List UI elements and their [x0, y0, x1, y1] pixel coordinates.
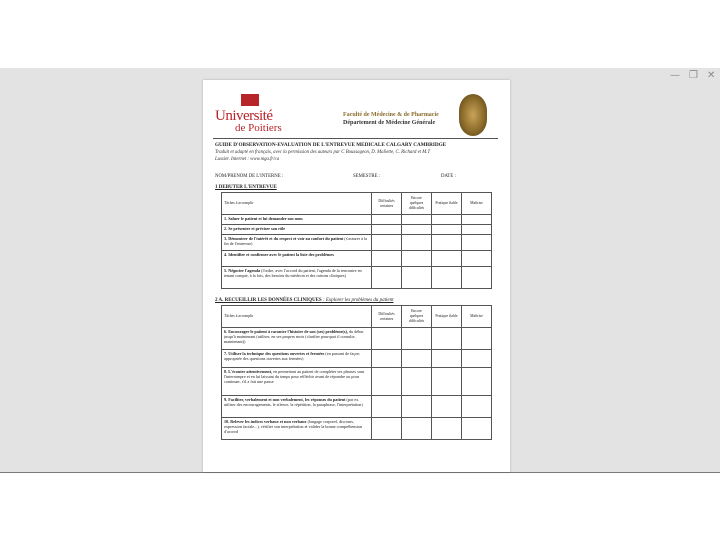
rating-cell[interactable]	[432, 350, 462, 368]
rating-cell[interactable]	[462, 215, 492, 225]
department-name: Département de Médecine Générale	[343, 120, 436, 126]
rating-cell[interactable]	[462, 350, 492, 368]
field-date-label: DATE :	[441, 174, 456, 179]
rating-cell[interactable]	[372, 225, 402, 235]
rating-cell[interactable]	[462, 235, 492, 251]
logo-line-2: de Poitiers	[235, 122, 282, 134]
rating-cell[interactable]	[402, 368, 432, 396]
rating-cell[interactable]	[462, 267, 492, 289]
task-cell: 4. Identifier et confirmer avec le patient la liste des problèmes	[222, 251, 372, 267]
task-cell: 10. Relever les indices verbaux et non verbaux (langage corporel, discours, expression faciale...), vérifier son interprétation et valider la bonne compréhension d'accord	[222, 418, 372, 440]
table-header: Tâches à accomplir	[222, 306, 372, 328]
document-subtitle-2: Lussier. Internet : www.mga.fr/ca	[215, 157, 280, 162]
table-row	[222, 251, 492, 267]
header-divider	[213, 138, 498, 139]
table-header: Encore quelques difficultés	[402, 193, 432, 215]
rating-cell[interactable]	[432, 235, 462, 251]
logo-line-1: Université	[215, 108, 273, 124]
rating-cell[interactable]	[462, 418, 492, 440]
document-title: GUIDE D'OBSERVATION-EVALUATION DE L'ENTREVUE MEDICALE CALGARY CAMBRIDGE	[215, 142, 447, 148]
table-header: Pratique fiable	[432, 306, 462, 328]
rating-cell[interactable]	[372, 267, 402, 289]
rating-cell[interactable]	[402, 267, 432, 289]
rating-cell[interactable]	[372, 328, 402, 350]
evaluation-table-1	[221, 192, 492, 289]
rating-cell[interactable]	[402, 215, 432, 225]
rating-cell[interactable]	[432, 251, 462, 267]
rating-cell[interactable]	[462, 328, 492, 350]
task-cell: 6. Encourager le patient à raconter l'histoire de son (ses) problème(s), du début jusqu'à maintenant (utiliser, en ses propres mots (clarifier pourquoi il consulte, maintenant))	[222, 328, 372, 350]
rating-cell[interactable]	[462, 368, 492, 396]
document-subtitle-1: Traduit et adapté en français, avec la permission des auteurs par C Boussageon, D. Maliette, C. Richard et M.T	[215, 150, 431, 155]
university-logo	[215, 94, 285, 134]
rating-cell[interactable]	[432, 225, 462, 235]
task-cell: 7. Utiliser la technique des questions ouvertes et fermées (en passant de façon appropriée des questions ouvertes aux fermées)	[222, 350, 372, 368]
section-1-heading: 1 DEBUTER L'ENTREVUE	[215, 185, 277, 190]
table-row	[222, 267, 492, 289]
rating-cell[interactable]	[402, 251, 432, 267]
rating-cell[interactable]	[372, 418, 402, 440]
rating-cell[interactable]	[432, 396, 462, 418]
task-cell: 3. Démontrer de l'intérêt et du respect et voir au confort du patient (s'assurer à la fin de l'entrevue)	[222, 235, 372, 251]
rating-cell[interactable]	[402, 396, 432, 418]
section-2-heading: 2 A. RECUEILLIR LES DONNÉES CLINIQUES : Explorer les problèmes du patient	[215, 298, 394, 303]
rating-cell[interactable]	[432, 328, 462, 350]
table-header: Pratique fiable	[432, 193, 462, 215]
rating-cell[interactable]	[432, 368, 462, 396]
logo-emblem	[241, 94, 259, 106]
rating-cell[interactable]	[432, 418, 462, 440]
rating-cell[interactable]	[462, 396, 492, 418]
task-cell: 2. Se présenter et préciser son rôle	[222, 225, 372, 235]
table-row	[222, 225, 492, 235]
rating-cell[interactable]	[432, 215, 462, 225]
rating-cell[interactable]	[402, 418, 432, 440]
rating-cell[interactable]	[432, 267, 462, 289]
table-row	[222, 350, 492, 368]
faculty-seal-icon	[459, 94, 487, 136]
rating-cell[interactable]	[402, 328, 432, 350]
table-header: Difficultés certaines	[372, 306, 402, 328]
task-cell: 9. Faciliter, verbalement et non verbalement, les réponses du patient (par ex. utiliser des encouragements, le silence, la répétition, la paraphrase, l'interprétation)	[222, 396, 372, 418]
restore-icon[interactable]: ❐	[689, 70, 698, 81]
rating-cell[interactable]	[402, 350, 432, 368]
table-row	[222, 396, 492, 418]
table-header: Encore quelques difficultés	[402, 306, 432, 328]
minimize-icon[interactable]: —	[670, 70, 680, 81]
task-cell: 5. Négocier l'agenda (l'ordre, avec l'accord du patient, l'agenda de la rencontre en tenant compte, à la fois, des besoins du médecin et des raisons cliniques)	[222, 267, 372, 289]
rating-cell[interactable]	[402, 235, 432, 251]
close-icon[interactable]: ✕	[707, 70, 716, 81]
document-page	[203, 80, 510, 472]
rating-cell[interactable]	[372, 215, 402, 225]
rating-cell[interactable]	[372, 235, 402, 251]
field-name-label: NOM/PRENOM DE L'INTERNE :	[215, 174, 284, 179]
rating-cell[interactable]	[462, 251, 492, 267]
table-header: Difficultés certaines	[372, 193, 402, 215]
field-semester-label: SEMESTRE :	[353, 174, 381, 179]
table-row	[222, 328, 492, 350]
rating-cell[interactable]	[372, 396, 402, 418]
rating-cell[interactable]	[372, 350, 402, 368]
task-cell: 8. L'écouter attentivement, en permettant au patient de compléter ses phrases sans l'interrompre et en lui laissant du temps pour réfléchir avant de répondre ou pour continuer, s'il a fait une pause	[222, 368, 372, 396]
rating-cell[interactable]	[372, 368, 402, 396]
section-2-note: : Explorer les problèmes du patient	[321, 298, 394, 303]
task-cell: 1. Saluer le patient et lui demander son nom	[222, 215, 372, 225]
table-header: Tâches à accomplir	[222, 193, 372, 215]
table-header: Maîtrise	[462, 193, 492, 215]
table-row	[222, 215, 492, 225]
table-row	[222, 368, 492, 396]
rating-cell[interactable]	[462, 225, 492, 235]
table-row	[222, 418, 492, 440]
rating-cell[interactable]	[372, 251, 402, 267]
evaluation-table-2	[221, 305, 492, 440]
table-header: Maîtrise	[462, 306, 492, 328]
rating-cell[interactable]	[402, 225, 432, 235]
faculty-name: Faculté de Médecine & de Pharmacie	[343, 112, 439, 118]
table-row	[222, 235, 492, 251]
